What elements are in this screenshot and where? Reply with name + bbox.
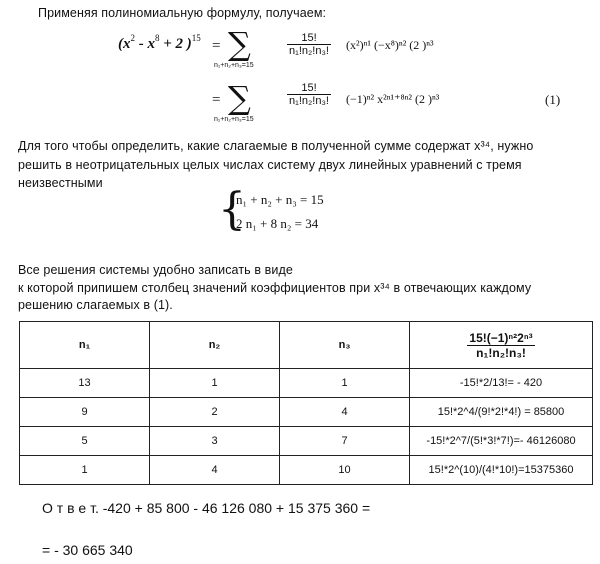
cell-n1: 5 [20,427,150,456]
cell-n2: 3 [150,427,280,456]
header-n1: n₁ [20,322,150,369]
table-row [20,427,593,456]
cell-n2: 1 [150,369,280,398]
header-coefficient: $\frac{\text{15!(−1)ⁿ²2ⁿ³}}{\text{n₁!n₂!n₃!}}$ [410,322,593,369]
system-eq1: n₁ + n₂ + n₃ = 15 [236,192,324,207]
cell-n1: 1 [20,456,150,485]
cell-n1: 13 [20,369,150,398]
cell-coefficient: 15!*2^(10)/(4!*10!)=15375360 [410,456,593,485]
formula-equals-1: = [212,38,221,54]
cell-coefficient: 15!*2^4/(9!*2!*4!) = 85800 [410,398,593,427]
table-header-row [20,322,593,369]
equation-label: (1) [545,92,561,107]
cell-n2: 4 [150,456,280,485]
answer-line1: О т в е т. -420 + 85 800 - 46 126 080 + 15 375 360 = [42,500,371,516]
cell-n3: 4 [280,398,410,427]
cell-n3: 10 [280,456,410,485]
para2-line1: Все решения системы удобно записать в виде [18,263,293,277]
solutions-table [19,321,593,485]
formula-terms-2: (−1)ⁿ² x²ⁿ¹⁺⁸ⁿ² (2 )ⁿ³ [346,92,440,106]
formula-terms-1: (x²)ⁿ¹ (−x⁸)ⁿ² (2 )ⁿ³ [346,38,434,52]
header-n2: n₂ [150,322,280,369]
fraction-2: $\frac{15!}{\text{n₁!n₂!n₃!}}$ [289,82,329,107]
para2-line2: к которой припишем столбец значений коэффициентов при x³⁴ в отвечающих каждому [18,281,532,295]
formula-lhs: ($x^2 - x^8 + 2$ )$^{15}$ [118,33,201,52]
system-eq2: 2 n₁ + 8 n₂ = 34 [236,216,319,231]
cell-n3: 7 [280,427,410,456]
para2-line3: решению слагаемых в (1). [18,298,173,312]
para1-line2: решить в неотрицательных целых числах систему двух линейных уравнений с тремя [18,158,522,172]
header-n3: n₃ [280,322,410,369]
cell-coefficient: -15!*2/13!= - 420 [410,369,593,398]
table-row [20,369,593,398]
cell-coefficient: -15!*2^7/(5!*3!*7!)=- 46126080 [410,427,593,456]
answer-line2: = - 30 665 340 [42,542,133,558]
para1-line3: неизвестными [18,176,103,190]
fraction-1: $\frac{15!}{\text{n₁!n₂!n₃!}}$ [289,32,329,57]
table-row [20,456,593,485]
sum-index-1: n₁+n₂+n₃=15 [214,62,254,69]
sum-symbol-1: ∑ [228,25,251,63]
cell-n1: 9 [20,398,150,427]
intro-text: Применяя полиномиальную формулу, получаем: [38,6,327,20]
sum-index-2: n₁+n₂+n₃=15 [214,116,254,123]
formula-equals-2: = [212,92,221,108]
cell-n2: 2 [150,398,280,427]
sum-symbol-2: ∑ [228,79,251,117]
system-brace: { [218,184,246,235]
para1-line1: Для того чтобы определить, какие слагаемые в полученной сумме содержат x³⁴, нужно [18,139,534,153]
table-row [20,398,593,427]
cell-n3: 1 [280,369,410,398]
